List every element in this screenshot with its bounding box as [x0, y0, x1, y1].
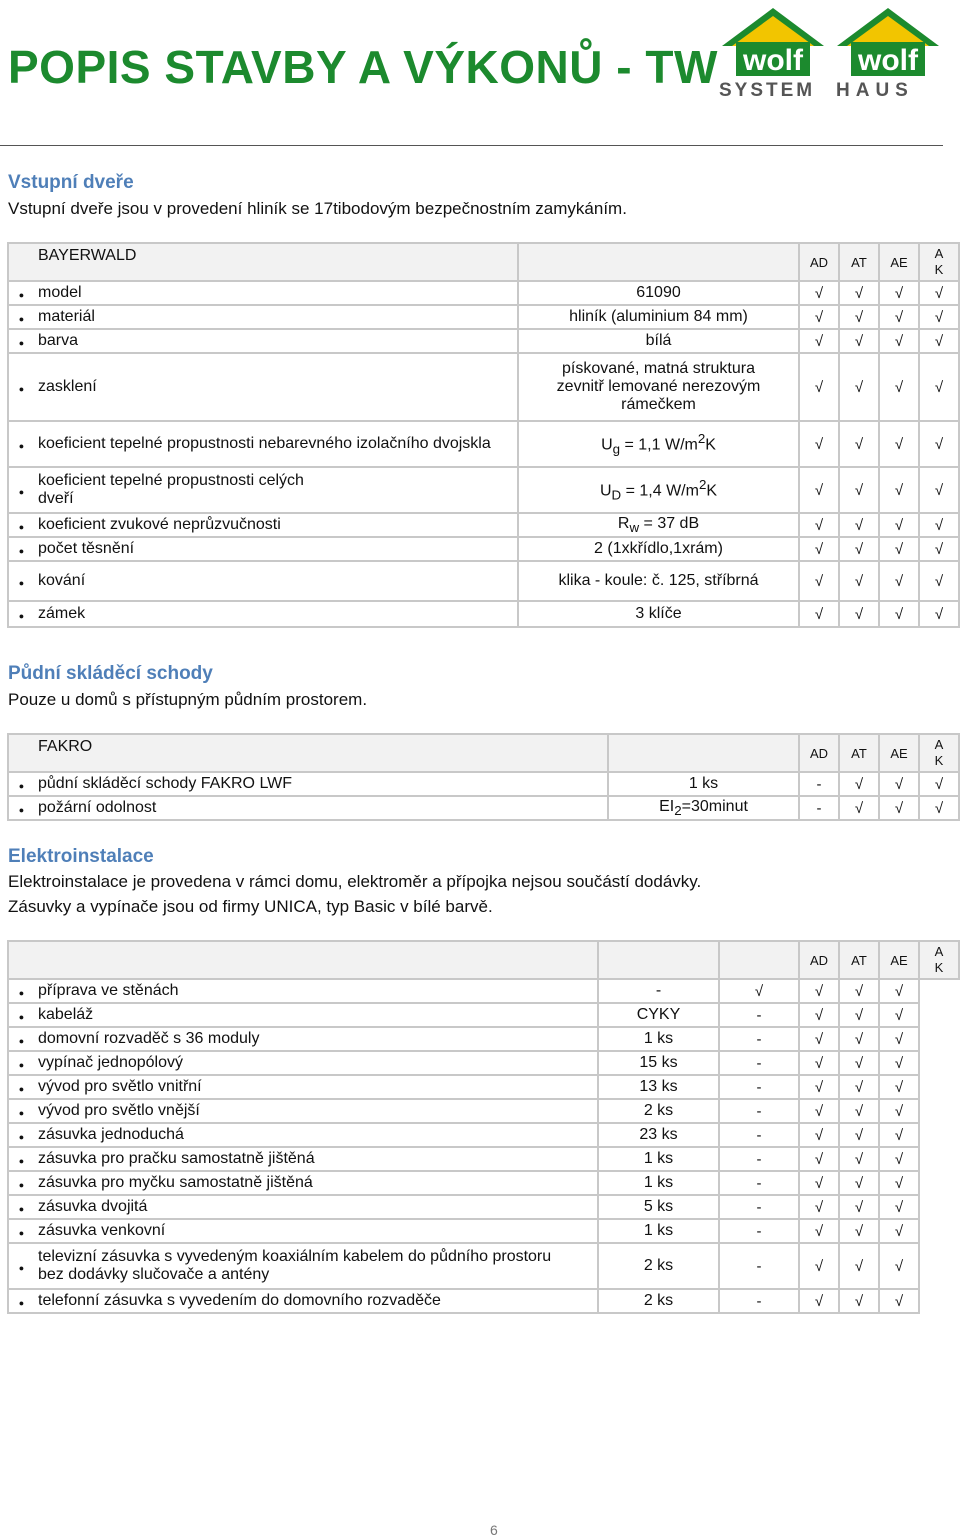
check-mark: - — [719, 1099, 799, 1123]
table-header — [8, 941, 959, 979]
row-value: 3 klíče — [518, 601, 799, 627]
bullet — [19, 1055, 24, 1071]
check-mark: √ — [799, 1195, 839, 1219]
check-mark: - — [719, 1147, 799, 1171]
check-mark: √ — [879, 421, 919, 467]
electro-section-text-1: Elektroinstalace je provedena v rámci domu, elektroměr a přípojka nejsou součástí dodávky. — [8, 872, 702, 891]
check-mark: √ — [879, 601, 919, 627]
check-mark: √ — [799, 467, 839, 513]
check-mark: √ — [799, 421, 839, 467]
check-mark: √ — [839, 1075, 879, 1099]
table-row — [8, 329, 959, 353]
check-mark: √ — [799, 1051, 839, 1075]
bullet — [19, 606, 24, 622]
bullet — [19, 285, 24, 301]
row-value: 1 ks — [598, 1147, 719, 1171]
check-mark: √ — [879, 1171, 919, 1195]
check-mark: √ — [879, 305, 919, 329]
bullet-cell — [8, 1075, 34, 1099]
bullet — [19, 1151, 24, 1167]
logo2-subtitle: HAUS — [836, 80, 914, 101]
check-mark: √ — [879, 1027, 919, 1051]
row-value: hliník (aluminium 84 mm) — [518, 305, 799, 329]
row-value: 1 ks — [598, 1027, 719, 1051]
check-mark: √ — [839, 796, 879, 820]
table-row — [8, 979, 959, 1003]
row-value: $R_w = 37$ dB — [518, 513, 799, 537]
check-mark: √ — [799, 1171, 839, 1195]
row-label: koeficient tepelné propustnosti nebarevného izolačního dvojskla — [34, 421, 518, 467]
bullet-cell — [8, 1147, 34, 1171]
bullet — [19, 379, 24, 395]
row-label: materiál — [34, 305, 518, 329]
check-mark: √ — [919, 281, 959, 305]
row-label: koeficient tepelné propustnosti celých dveří — [34, 467, 518, 513]
page-title: POPIS STAVBY A VÝKONŮ - TW — [8, 41, 718, 93]
bullet — [19, 436, 24, 452]
col-header: A K — [919, 734, 959, 772]
row-value: 5 ks — [598, 1195, 719, 1219]
bullet — [19, 541, 24, 557]
row-value: 2 (1xkřídlo,1xrám) — [518, 537, 799, 561]
check-mark: - — [719, 1195, 799, 1219]
row-value: pískované, matná struktura zevnitř lemované nerezovým rámečkem — [518, 353, 799, 421]
bullet-cell — [8, 1003, 34, 1027]
col-header: AD — [799, 941, 839, 979]
check-mark: - — [719, 1171, 799, 1195]
row-label: vývod pro světlo vnitřní — [34, 1075, 598, 1099]
table-row — [8, 305, 959, 329]
check-mark: √ — [839, 772, 879, 796]
check-mark: √ — [919, 353, 959, 421]
table-row — [8, 1289, 959, 1313]
check-mark: √ — [839, 1195, 879, 1219]
check-mark: √ — [879, 561, 919, 601]
row-label: vypínač jednopólový — [34, 1051, 598, 1075]
bullet — [19, 333, 24, 349]
check-mark: √ — [799, 979, 839, 1003]
row-value: 2 ks — [598, 1289, 719, 1313]
table-row — [8, 1099, 959, 1123]
row-value: 13 ks — [598, 1075, 719, 1099]
row-label: kování — [34, 561, 518, 601]
bullet-cell — [8, 1051, 34, 1075]
col-header: A K — [919, 941, 959, 979]
row-label: domovní rozvaděč s 36 moduly — [34, 1027, 598, 1051]
col-header: AD — [799, 734, 839, 772]
row-label: zásuvka venkovní — [34, 1219, 598, 1243]
check-mark: - — [799, 796, 839, 820]
row-value: 1 ks — [598, 1171, 719, 1195]
bullet — [19, 1293, 24, 1309]
check-mark: √ — [839, 467, 879, 513]
check-mark: √ — [839, 305, 879, 329]
check-mark: √ — [879, 1147, 919, 1171]
bullet — [19, 517, 24, 533]
bullet — [19, 1258, 24, 1274]
door-table — [7, 242, 960, 628]
table-title: FAKRO — [38, 738, 93, 755]
check-mark: √ — [799, 281, 839, 305]
row-label: požární odolnost — [34, 796, 608, 820]
bullet — [19, 573, 24, 589]
check-mark: √ — [919, 305, 959, 329]
row-label: zásuvka pro myčku samostatně jištěná — [34, 1171, 598, 1195]
row-value: 61090 — [518, 281, 799, 305]
check-mark: √ — [839, 537, 879, 561]
col-header: AT — [839, 941, 879, 979]
check-mark: √ — [839, 353, 879, 421]
check-mark: √ — [919, 601, 959, 627]
table-row — [8, 281, 959, 305]
check-mark: √ — [799, 601, 839, 627]
attic-table — [7, 733, 960, 821]
table-header — [8, 734, 959, 772]
check-mark: √ — [799, 537, 839, 561]
check-mark: - — [719, 1003, 799, 1027]
bullet — [19, 1031, 24, 1047]
row-label: zásuvka dvojitá — [34, 1195, 598, 1219]
check-mark: √ — [839, 1051, 879, 1075]
check-mark: √ — [879, 1099, 919, 1123]
row-label: zásuvka jednoduchá — [34, 1123, 598, 1147]
check-mark: √ — [919, 513, 959, 537]
check-mark: √ — [919, 772, 959, 796]
check-mark: √ — [799, 1099, 839, 1123]
bullet — [19, 482, 24, 498]
col-header: A K — [919, 243, 959, 281]
check-mark: √ — [799, 305, 839, 329]
row-value: $U_D = 1,4$ $W/m^2K$ — [518, 467, 799, 513]
table-row — [8, 601, 959, 627]
check-mark: √ — [919, 467, 959, 513]
row-value: $EI_2=30minut$ — [608, 796, 799, 820]
check-mark: - — [719, 1051, 799, 1075]
check-mark: - — [799, 772, 839, 796]
table-row — [8, 1243, 959, 1289]
check-mark: - — [719, 1123, 799, 1147]
row-value: 15 ks — [598, 1051, 719, 1075]
bullet — [19, 1103, 24, 1119]
logo1-subtitle: SYSTEM — [719, 80, 816, 101]
check-mark: √ — [839, 1147, 879, 1171]
check-mark: √ — [879, 329, 919, 353]
check-mark: √ — [879, 1195, 919, 1219]
table-row — [8, 467, 959, 513]
row-value: 1 ks — [608, 772, 799, 796]
row-value: 2 ks — [598, 1099, 719, 1123]
attic-section-text: Pouze u domů s přístupným půdním prostorem. — [8, 690, 368, 709]
table-row — [8, 421, 959, 467]
table-row — [8, 1219, 959, 1243]
table-row — [8, 1027, 959, 1051]
check-mark: √ — [879, 1219, 919, 1243]
check-mark: √ — [799, 329, 839, 353]
check-mark: √ — [799, 561, 839, 601]
check-mark: √ — [799, 1289, 839, 1313]
logo1-wordmark: wolf — [743, 44, 803, 77]
check-mark: - — [719, 1027, 799, 1051]
row-value: - — [598, 979, 719, 1003]
check-mark: √ — [839, 281, 879, 305]
check-mark: √ — [839, 979, 879, 1003]
row-label: koeficient zvukové neprůzvučnosti — [34, 513, 518, 537]
door-section-text: Vstupní dveře jsou v provedení hliník se 17tibodovým bezpečnostním zamykáním. — [8, 199, 627, 218]
row-label: barva — [34, 329, 518, 353]
bullet-cell — [8, 1289, 34, 1313]
bullet — [19, 1127, 24, 1143]
table-title: BAYERWALD — [38, 247, 137, 264]
check-mark: - — [719, 1243, 799, 1289]
check-mark: √ — [879, 1243, 919, 1289]
header-divider — [0, 145, 943, 146]
check-mark: √ — [839, 1219, 879, 1243]
bullet — [19, 800, 24, 816]
attic-section-title: Půdní skláděcí schody — [8, 663, 213, 684]
row-value: $U_g = 1,1$ $W/m^2K$ — [518, 421, 799, 467]
col-header: AD — [799, 243, 839, 281]
check-mark: √ — [799, 1027, 839, 1051]
table-row — [8, 1171, 959, 1195]
check-mark: √ — [879, 467, 919, 513]
bullet — [19, 776, 24, 792]
table-row — [8, 513, 959, 537]
check-mark: √ — [879, 1123, 919, 1147]
row-label: počet těsnění — [34, 537, 518, 561]
bullet — [19, 1223, 24, 1239]
bullet-cell — [8, 1243, 34, 1289]
bullet — [19, 1079, 24, 1095]
table-row — [8, 1123, 959, 1147]
table-row — [8, 772, 959, 796]
row-label: zásuvka pro pračku samostatně jištěná — [34, 1147, 598, 1171]
check-mark: √ — [919, 796, 959, 820]
door-section-title: Vstupní dveře — [8, 172, 134, 193]
electro-section-text-2: Zásuvky a vypínače jsou od firmy UNICA, typ Basic v bílé barvě. — [8, 897, 493, 916]
col-header: AE — [879, 941, 919, 979]
electro-table — [7, 940, 960, 1314]
check-mark: √ — [879, 537, 919, 561]
col-header: AE — [879, 243, 919, 281]
check-mark: √ — [879, 1289, 919, 1313]
bullet-cell — [8, 1027, 34, 1051]
col-header: AT — [839, 243, 879, 281]
check-mark: √ — [839, 1171, 879, 1195]
check-mark: √ — [719, 979, 799, 1003]
bullet-cell — [8, 1099, 34, 1123]
page-number: 6 — [490, 1522, 498, 1538]
logo2-wordmark: wolf — [858, 44, 918, 77]
col-header: AE — [879, 734, 919, 772]
row-value: 1 ks — [598, 1219, 719, 1243]
table-row — [8, 537, 959, 561]
check-mark: √ — [879, 772, 919, 796]
check-mark: √ — [799, 513, 839, 537]
row-label: půdní skláděcí schody FAKRO LWF — [34, 772, 608, 796]
table-row — [8, 1003, 959, 1027]
check-mark: - — [719, 1289, 799, 1313]
check-mark: √ — [799, 1003, 839, 1027]
bullet-cell — [8, 1219, 34, 1243]
check-mark: √ — [879, 353, 919, 421]
table-row — [8, 561, 959, 601]
row-label: telefonní zásuvka s vyvedením do domovního rozvaděče — [34, 1289, 598, 1313]
col-header: AT — [839, 734, 879, 772]
row-value: bílá — [518, 329, 799, 353]
row-label: příprava ve stěnách — [34, 979, 598, 1003]
row-value: 2 ks — [598, 1243, 719, 1289]
check-mark: √ — [879, 1075, 919, 1099]
row-label: televizní zásuvka s vyvedeným koaxiálním kabelem do půdního prostoru bez dodávky slučovače a antény — [34, 1243, 598, 1289]
bullet — [19, 1199, 24, 1215]
check-mark: √ — [919, 329, 959, 353]
table-header — [8, 243, 959, 281]
check-mark: √ — [839, 601, 879, 627]
table-row — [8, 1195, 959, 1219]
bullet — [19, 1007, 24, 1023]
bullet-cell — [8, 1171, 34, 1195]
check-mark: √ — [839, 421, 879, 467]
check-mark: √ — [839, 561, 879, 601]
check-mark: √ — [879, 1051, 919, 1075]
check-mark: √ — [879, 979, 919, 1003]
check-mark: √ — [799, 353, 839, 421]
bullet — [19, 983, 24, 999]
check-mark: √ — [839, 1289, 879, 1313]
row-label: zasklení — [34, 353, 518, 421]
check-mark: √ — [839, 1123, 879, 1147]
row-value: klika - koule: č. 125, stříbrná — [518, 561, 799, 601]
check-mark: √ — [839, 513, 879, 537]
table-row — [8, 1051, 959, 1075]
row-label: vývod pro světlo vnější — [34, 1099, 598, 1123]
bullet-cell — [8, 979, 34, 1003]
check-mark: √ — [839, 329, 879, 353]
check-mark: √ — [879, 281, 919, 305]
table-row — [8, 1147, 959, 1171]
table-row — [8, 796, 959, 820]
check-mark: √ — [919, 537, 959, 561]
check-mark: √ — [799, 1243, 839, 1289]
check-mark: √ — [799, 1075, 839, 1099]
check-mark: √ — [839, 1003, 879, 1027]
check-mark: √ — [919, 421, 959, 467]
check-mark: √ — [839, 1099, 879, 1123]
check-mark: - — [719, 1219, 799, 1243]
check-mark: √ — [879, 1003, 919, 1027]
check-mark: - — [719, 1075, 799, 1099]
check-mark: √ — [879, 513, 919, 537]
bullet-cell — [8, 1123, 34, 1147]
check-mark: √ — [919, 561, 959, 601]
row-value: 23 ks — [598, 1123, 719, 1147]
check-mark: √ — [799, 1123, 839, 1147]
bullet-cell — [8, 1195, 34, 1219]
check-mark: √ — [799, 1219, 839, 1243]
row-label: kabeláž — [34, 1003, 598, 1027]
row-label: model — [34, 281, 518, 305]
row-value: CYKY — [598, 1003, 719, 1027]
row-label: zámek — [34, 601, 518, 627]
electro-rows — [8, 979, 959, 1313]
table-row — [8, 353, 959, 421]
check-mark: √ — [799, 1147, 839, 1171]
table-row — [8, 1075, 959, 1099]
check-mark: √ — [879, 796, 919, 820]
check-mark: √ — [839, 1243, 879, 1289]
electro-section-title: Elektroinstalace — [8, 846, 154, 867]
check-mark: √ — [839, 1027, 879, 1051]
bullet — [19, 1175, 24, 1191]
bullet — [19, 309, 24, 325]
